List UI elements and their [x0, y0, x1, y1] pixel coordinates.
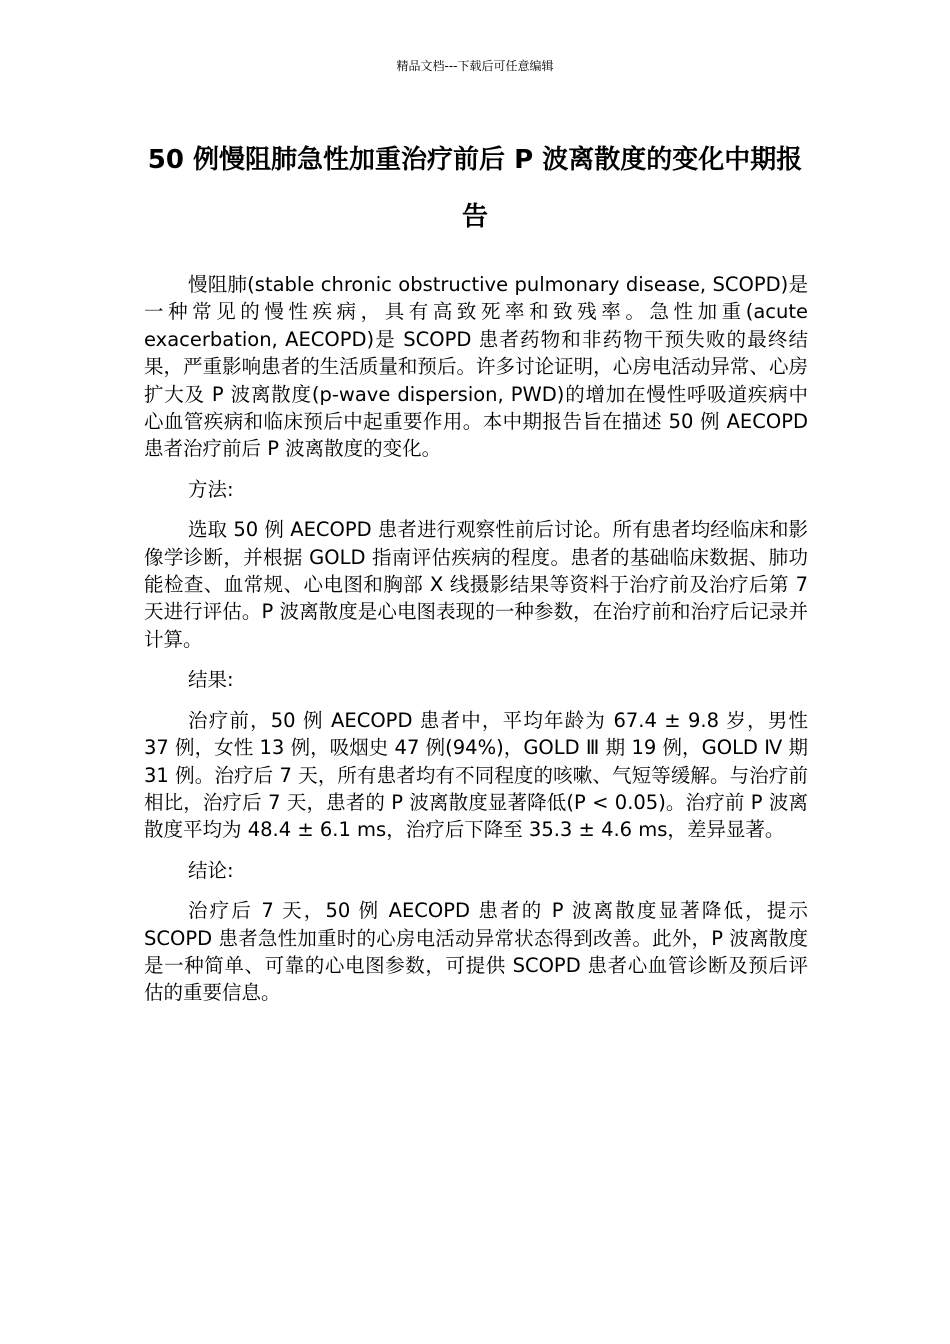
header-note: 精品文档---下载后可任意编辑	[396, 59, 554, 73]
methods-heading: 方法:	[188, 477, 234, 501]
intro-paragraph: 慢阻肺(stable chronic obstructive pulmonary disease, SCOPD)是一种常见的慢性疾病，具有高致死率和致残率。急性加重(acute exacerbation, AECOPD)是 SCOPD 患者药物和非药物干预失败的最终结果，严重影响患者的生活质量和预后。许多讨论证明，心房电活动异常、心房扩大及 P 波离散度(p-wave dispersion, PWD)的增加在慢性呼吸道疾病中心血管疾病和临床预后中起重要作用。本中期报告旨在描述 50 例 AECOPD 患者治疗前后 P 波离散度的变化。	[144, 273, 808, 461]
results-heading: 结果:	[188, 668, 234, 692]
document-body	[144, 271, 808, 1020]
conclusion-heading: 结论:	[188, 858, 234, 882]
conclusion-paragraph: 治疗后 7 天，50 例 AECOPD 患者的 P 波离散度显著降低，提示 SCOPD 患者急性加重时的心房电活动异常状态得到改善。此外，P 波离散度是一种简单、可靠的心电图参数，可提供 SCOPD 患者心血管诊断及预后评估的重要信息。	[144, 899, 808, 1005]
results-paragraph: 治疗前，50 例 AECOPD 患者中，平均年龄为 67.4 ± 9.8 岁，男性 37 例，女性 13 例，吸烟史 47 例(94%)，GOLD Ⅲ 期 19 例，GOLD Ⅳ 期 31 例。治疗后 7 天，所有患者均有不同程度的咳嗽、气短等缓解。与治疗前相比，治疗后 7 天，患者的 P 波离散度显著降低(P < 0.05)。治疗前 P 波离散度平均为 48.4 ± 6.1 ms，治疗后下降至 35.3 ± 4.6 ms，差异显著。	[144, 708, 808, 842]
document-title: 50 例慢阻肺急性加重治疗前后 P 波离散度的变化中期报告	[147, 145, 803, 232]
methods-paragraph: 选取 50 例 AECOPD 患者进行观察性前后讨论。所有患者均经临床和影像学诊断，并根据 GOLD 指南评估疾病的程度。患者的基础临床数据、肺功能检查、血常规、心电图和胸部 X 线摄影结果等资料于治疗前及治疗后第 7 天进行评估。P 波离散度是心电图表现的一种参数，在治疗前和治疗后记录并计算。	[144, 518, 808, 651]
